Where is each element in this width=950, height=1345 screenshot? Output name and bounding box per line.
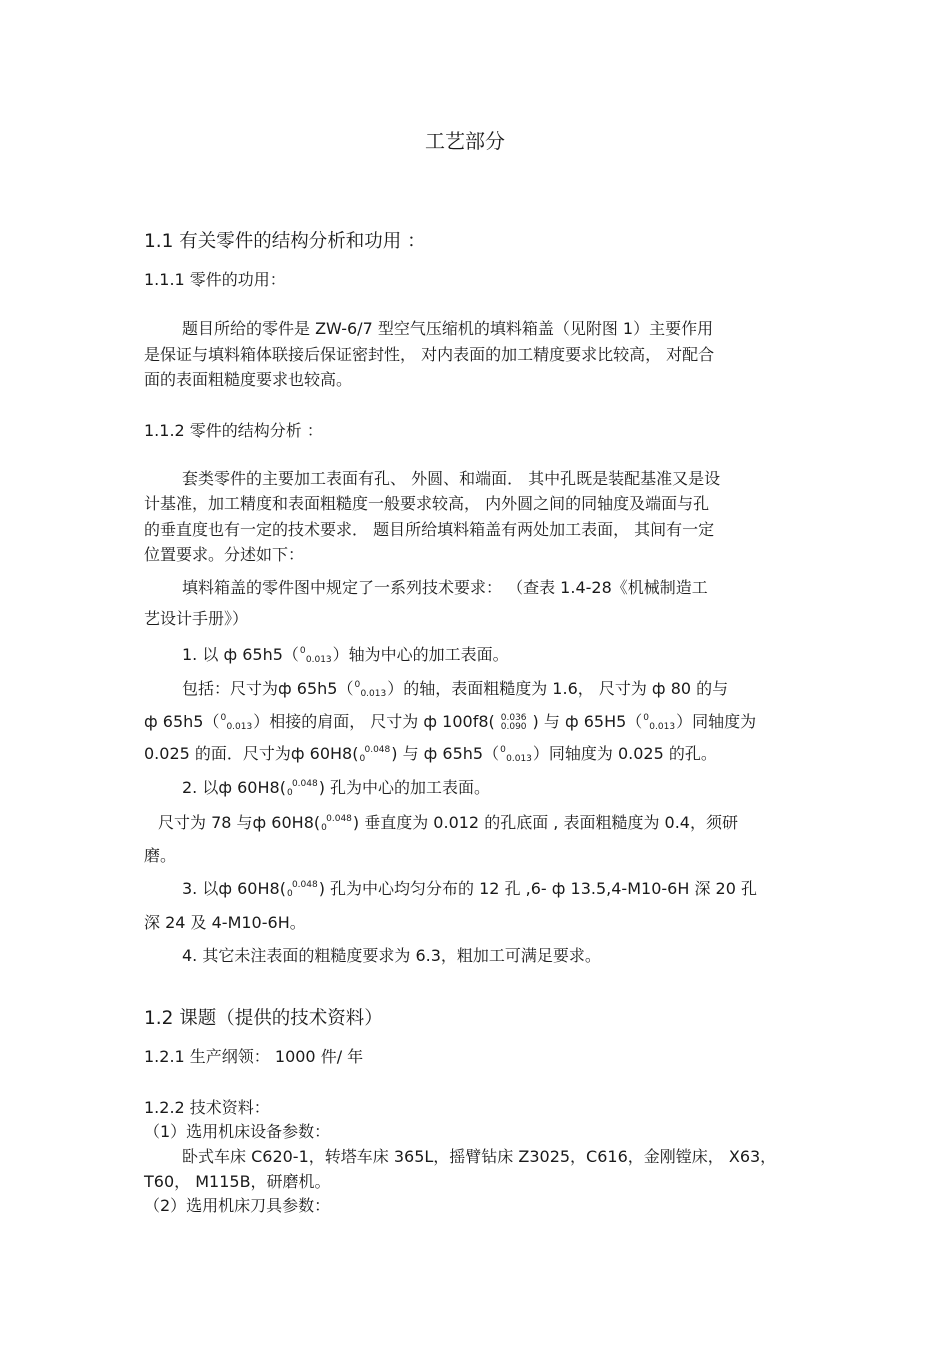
paragraph-line: 磨。 — [144, 846, 177, 865]
paragraph-line: 位置要求。分述如下： — [144, 545, 305, 564]
subsection-heading-1-1-1: 1.1.1 零件的功用： — [144, 270, 286, 289]
section-heading-1-2: 1.2 课题（提供的技术资料） — [144, 1008, 383, 1029]
paragraph-line: 题目所给的零件是 ZW-6/7 型空气压缩机的填料箱盖（见附图 1）主要作用 — [182, 319, 714, 338]
requirement-item-1-detail: 0.025 的面．尺寸为ф 60H8( 0.048 0 ) 与 ф 65h5（ 0 0.013 ）同轴度为 0.025 的孔。 — [144, 744, 717, 764]
requirement-item-3: 3. 以ф 60H8( 0.048 0 ) 孔为中心均匀分布的 12 孔 ,6- ф 13.5,4-M10-6H 深 20 孔 — [182, 879, 757, 899]
paragraph-line: 计基准，加工精度和表面粗糙度一般要求较高， 内外圆之间的同轴度及端面与孔 — [144, 494, 710, 513]
paragraph-line: 是保证与填料箱体联接后保证密封性， 对内表面的加工精度要求比较高， 对配合 — [144, 345, 715, 364]
requirement-item-4: 4. 其它未注表面的粗糙度要求为 6.3，粗加工可满足要求。 — [182, 946, 601, 965]
subsection-heading-1-2-2: 1.2.2 技术资料： — [144, 1098, 270, 1117]
paragraph-line: 套类零件的主要加工表面有孔、 外圆、和端面． 其中孔既是装配基准又是设 — [182, 469, 721, 488]
requirement-item-2: 2. 以ф 60H8( 0.048 0 ) 孔为中心的加工表面。 — [182, 778, 491, 798]
requirement-item-1-detail: ф 65h5（ 0 0.013 ）相接的肩面， 尺寸为 ф 100f8( 0.036 0.090 ) 与 ф 65H5（ 0 0.013 ）同轴度为 — [144, 712, 757, 732]
paragraph-line: 艺设计手册》） — [144, 609, 249, 628]
subsection-heading-1-1-2: 1.1.2 零件的结构分析 ： — [144, 421, 323, 440]
paragraph-line: 深 24 及 4-M10-6H。 — [144, 913, 306, 932]
list-item: （2）选用机床刀具参数： — [144, 1196, 331, 1215]
list-item: （1）选用机床设备参数： — [144, 1122, 331, 1141]
paragraph-line: T60， M115B，研磨机。 — [144, 1172, 331, 1191]
paragraph-line: 面的表面粗糙度要求也较高。 — [144, 370, 353, 389]
requirement-item-1-detail: 包括：尺寸为ф 65h5（ 0 0.013 ）的轴，表面粗糙度为 1.6， 尺寸为 ф 80 的与 — [182, 679, 729, 699]
section-heading-1-1: 1.1 有关零件的结构分析和功用 ： — [144, 231, 426, 252]
paragraph-line: 卧式车床 C620-1，转塔车床 365L，摇臂钻床 Z3025，C616，金刚镗床， X63， — [182, 1147, 777, 1166]
requirement-item-1: 1. 以 ф 65h5（ 0 0.013 ）轴为中心的加工表面。 — [182, 645, 509, 665]
paragraph-line: 的垂直度也有一定的技术要求． 题目所给填料箱盖有两处加工表面， 其间有一定 — [144, 520, 715, 539]
subsection-heading-1-2-1: 1.2.1 生产纲领： 1000 件/ 年 — [144, 1047, 364, 1066]
page-title: 工艺部分 — [425, 129, 505, 153]
requirement-item-2-detail: 尺寸为 78 与ф 60H8( 0.048 0 ) 垂直度为 0.012 的孔底面 , 表面粗糙度为 0.4，须研 — [158, 813, 738, 833]
paragraph-line: 填料箱盖的零件图中规定了一系列技术要求： （查表 1.4-28《机械制造工 — [182, 578, 708, 597]
